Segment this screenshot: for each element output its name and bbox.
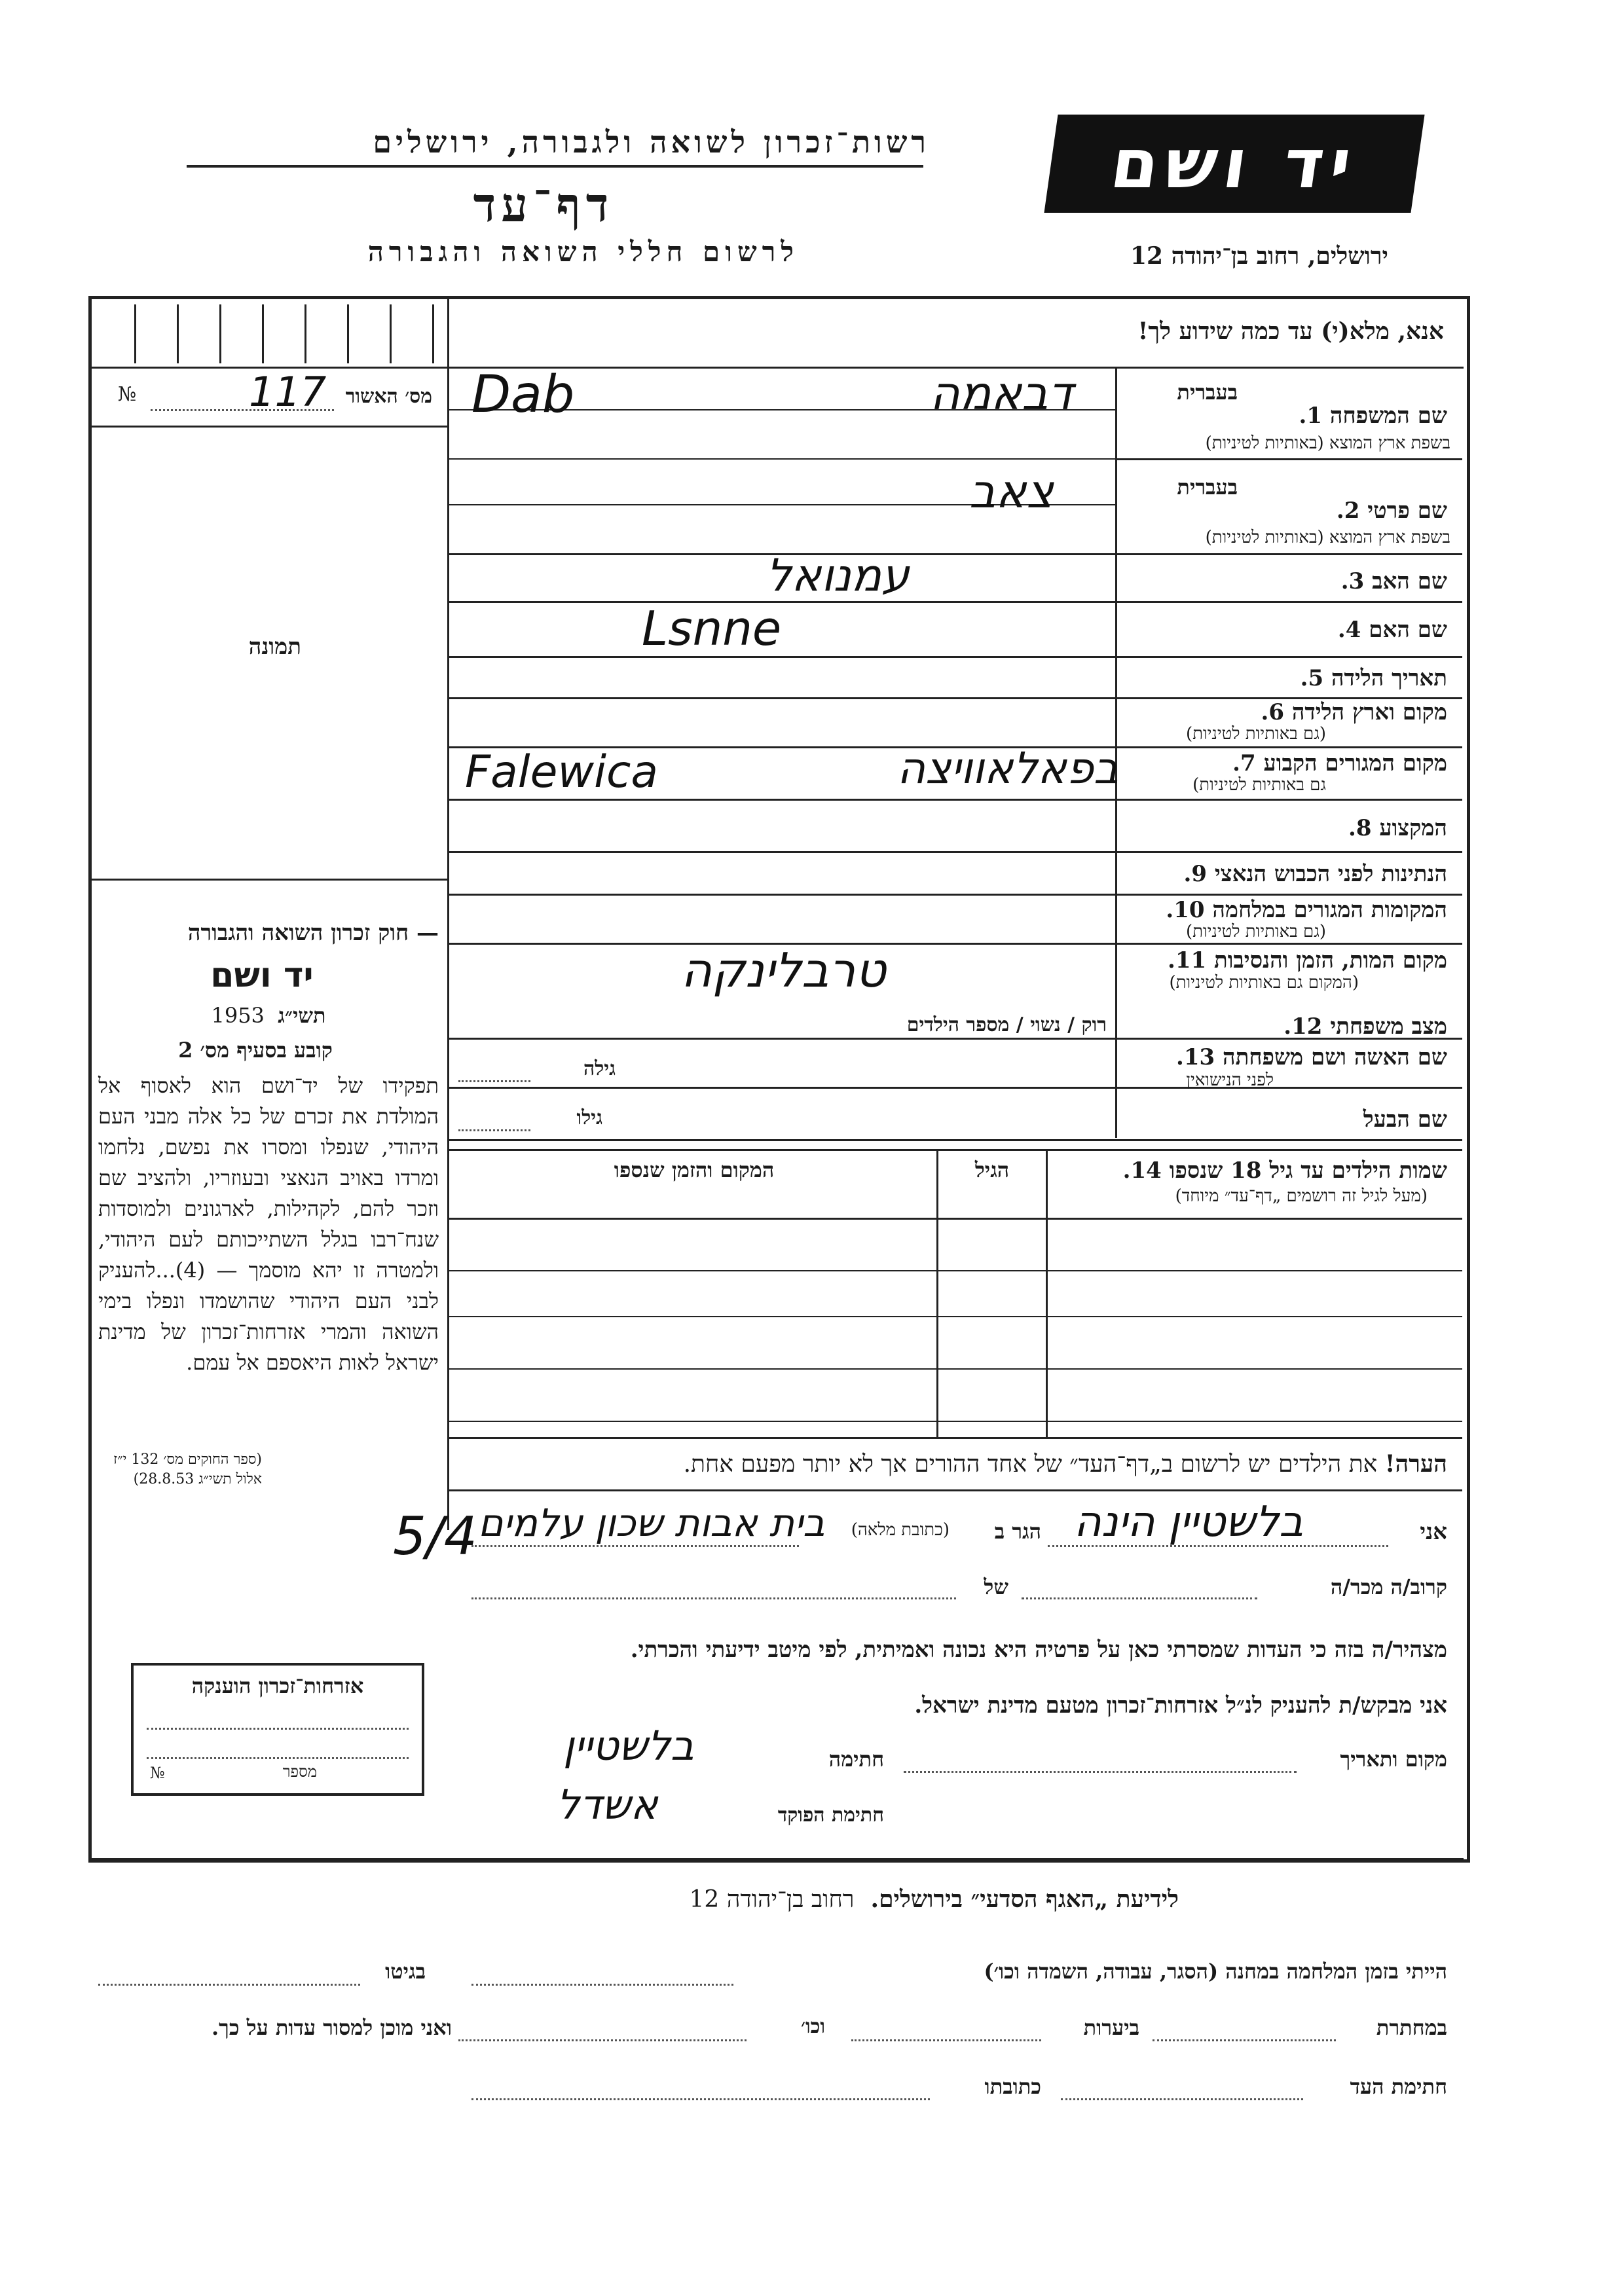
law-citation: (ספר החוקים מס׳ 132 י״ז אלול תשי״ג 28.8.53) [113, 1451, 262, 1487]
left-column-divider [447, 299, 449, 1530]
form-subtitle: לרשום חללי השואה והגבורה [367, 236, 799, 268]
field-1-sub: בשפת ארץ המוצא (באותיות לטיניות) [1205, 433, 1450, 453]
law-logo: יד ושם [210, 956, 314, 995]
field-1-hebrew-value: דבאמה [930, 367, 1073, 420]
decl-place-date-dots [904, 1771, 1297, 1773]
row-sep [449, 943, 1462, 945]
decl-officer-value: אשדל [557, 1781, 658, 1829]
footer-ghetto: בגיטו [385, 1959, 426, 1984]
field-5-label: תאריך הלידה 5. [1300, 665, 1447, 691]
footer-etc-dots [458, 2039, 747, 2041]
law-body: תפקידו של יד־ושם הוא לאסוף אל המולדת את זכרם של כל אלה מבני העם היהודי, שנפלו ומסרו את נפשם, נלחמו ומרדו באויב הנאצי ובעוזריו, ולהציב שם וזכר להם, לקהילות, לארגונים ולמוסדות שנח־רבו בגלל השתייכותם לעם היהודי, ולמטרה זו יהא מוסמך — (4)...להעניק לבני העם היהודי שהושמדו ונפלו בימי השואה והמרי אזרחות־זכרון של מדינת ישראל לאות היאספם אל עמם. [98, 1073, 439, 1375]
approval-label: מס׳ האשור [345, 385, 432, 408]
note-text: את הילדים יש לרשום ב„דף־העד״ של אחד ההורים אך לא יותר מפעם אחת. [683, 1451, 1378, 1478]
field-1-latin-value: Dab [471, 365, 575, 424]
field-6-sub: (גם באותיות לטיניות) [1185, 724, 1326, 744]
note-rule [449, 1489, 1462, 1491]
wife-age-label: גילה [583, 1057, 616, 1080]
field-11-label: מקום המות, הזמן והנסיבות 11. [1167, 947, 1447, 974]
children-bottom-rule [449, 1437, 1462, 1439]
footer-top-rule [92, 1858, 1464, 1861]
field-13-sub: לפני הנישואין [1186, 1070, 1274, 1090]
footer-witness-sig: חתימת העד [1350, 2074, 1447, 2099]
row-sep [449, 601, 1462, 603]
field-11-sub: (המקום גם באותיות לטיניות) [1169, 973, 1359, 993]
row-sep [449, 656, 1462, 658]
decl-request: אני מבקש/ת להעניק לנ״ל אזרחות־זכרון מטעם מדינת ישראל. [914, 1692, 1447, 1719]
photo-bottom-rule [92, 879, 449, 881]
citizenship-box-number-sign: № [150, 1764, 165, 1782]
footer-line1: הייתי בזמן המלחמה במחנה (הסגר, עבודה, השמדה וכו׳) [984, 1959, 1447, 1984]
field-7-sub: גם באותיות לטיניות) [1192, 775, 1326, 795]
field-6-label: מקום וארץ הלידה 6. [1261, 699, 1447, 725]
children-row [449, 1270, 1462, 1271]
children-header-rule [449, 1218, 1462, 1220]
decl-address-value: בית אבות שכון עלמים [478, 1501, 825, 1545]
citizenship-box-number-label: מספר [282, 1762, 317, 1781]
field-9-label: הנתינות לפני הכבוש הנאצי 9. [1183, 861, 1447, 887]
children-top-rule [449, 1149, 1462, 1151]
citizenship-box [131, 1663, 424, 1796]
decl-of-dots [471, 1597, 956, 1599]
footer-line1-dots [471, 1984, 733, 1986]
children-col-age: הגיל [974, 1157, 1010, 1182]
row-sep [449, 799, 1462, 801]
law-clause: קובע בסעיף מס׳ 2 [178, 1038, 333, 1063]
children-label: שמות הילדים עד גיל 18 שנספו 14. [1122, 1157, 1447, 1184]
wife-age-dots [458, 1080, 530, 1082]
row-sep [449, 1087, 1462, 1089]
decl-relative-label: קרוב/ה מכר/ה [1330, 1575, 1447, 1599]
decl-signature-label: חתימה [828, 1747, 884, 1772]
approval-number-value: 117 [249, 368, 327, 416]
footer-ghetto-dots [98, 1984, 360, 1986]
decl-address-note: (כתובת מלאה) [851, 1520, 950, 1540]
footer-his-address-dots [471, 2098, 930, 2100]
children-col-divider [936, 1149, 938, 1437]
row-sep [1115, 458, 1462, 460]
approval-number-sign: № [118, 383, 137, 406]
office-boxes [111, 304, 445, 367]
row-sep [449, 1139, 1462, 1141]
footer-forests-dots [851, 2039, 1041, 2041]
husband-label: שם הבעל [1363, 1106, 1447, 1133]
footer-heading: לידיעת „האגף הסדעי״ בירושלים. רחוב בן־יהודה 12 [689, 1886, 1179, 1913]
row-sep [449, 851, 1462, 853]
note-label: הערה! [1384, 1450, 1447, 1478]
field-7-hebrew-value: בפאלאוויצה [897, 743, 1119, 793]
note [458, 1450, 1447, 1478]
decl-address-dots [471, 1545, 799, 1547]
field-8-label: המקצוע 8. [1348, 815, 1447, 841]
decl-i-label: אני [1420, 1519, 1447, 1545]
approval-rule [92, 426, 449, 428]
instructions: אנא, מלא(י) עד כמה שידוע לך! [1137, 318, 1444, 345]
footer-hiding-dots [1153, 2039, 1336, 2041]
decl-relative-dots [1022, 1597, 1257, 1599]
field-1-heb-tag: בעברית [1177, 380, 1238, 405]
children-row [449, 1368, 1462, 1370]
field-4-label: שם האם 4. [1337, 617, 1447, 643]
field-2-sub: בשפת ארץ המוצא (באותיות לטיניות) [1205, 528, 1450, 547]
decl-signature-value: בלשטיין [563, 1722, 694, 1770]
decl-of-label: של [984, 1575, 1008, 1599]
footer-ready: ואני מוכן למסור עדות על כך. [211, 2015, 452, 2040]
form-title: דף־עד [473, 177, 614, 232]
field-13-label: שם האשה ושם משפחתה 13. [1176, 1044, 1447, 1070]
field-7-latin-value: Falewica [465, 746, 659, 798]
children-row [449, 1316, 1462, 1317]
field-1-label: שם המשפחה 1. [1299, 403, 1447, 429]
children-row [449, 1421, 1462, 1422]
law-title: — חוק זכרון השואה והגבורה [187, 920, 439, 946]
footer-hiding: במחתרת [1376, 2015, 1447, 2040]
field-10-label: המקומות המגורים במלחמה 10. [1166, 897, 1447, 923]
field-7-label: מקום המגורים הקבוע 7. [1232, 750, 1447, 776]
field-11-value: טרבלינקה [681, 943, 886, 998]
field-12-label: מצב משפחתי 12. [1283, 1013, 1447, 1040]
decl-date-scrawl: 5/4 [393, 1506, 477, 1567]
row-sep [449, 894, 1462, 896]
row-sep [449, 458, 1115, 460]
field-2-hebrew-value: צאב [969, 465, 1054, 519]
husband-age-dots [458, 1129, 530, 1131]
decl-i-value: בלשטיין הינה [1074, 1498, 1304, 1546]
field-3-value: עמנואל [766, 550, 910, 602]
footer-forests: ביערות [1083, 2015, 1139, 2040]
children-sub: (מעל לגיל זה רושמים „דף־עד״ מיוחד) [1175, 1186, 1428, 1206]
field-10-sub: (גם באותיות לטיניות) [1185, 922, 1326, 941]
header-address: ירושלים, רחוב בן־יהודה 12 [1130, 242, 1388, 270]
children-col-place: המקום והזמן שנספו [614, 1157, 775, 1182]
footer-etc: וכו׳ [801, 2015, 825, 2038]
decl-resides-label: הגר ב [994, 1519, 1041, 1544]
footer-witness-sig-dots [1061, 2098, 1303, 2100]
photo-label: תמונה [248, 634, 301, 660]
authority-underline [187, 165, 923, 168]
citizenship-box-title: אזרחות־זכרון הוענקה [191, 1673, 364, 1698]
row-sep [449, 553, 1462, 555]
field-2-heb-tag: בעברית [1177, 475, 1238, 500]
yad-vashem-logo: יד ושם [1044, 115, 1424, 213]
law-year: 1953 תשי״ג [211, 1003, 326, 1028]
field-2-label: שם פרטי 2. [1336, 498, 1447, 524]
decl-place-date-label: מקום ותאריך [1340, 1747, 1447, 1772]
field-4-value: Lsnne [642, 601, 782, 656]
decl-officer-label: חתימת הפוקד [777, 1804, 884, 1827]
footer-his-address: כתובתו [984, 2074, 1041, 2099]
field-3-label: שם האב 3. [1340, 568, 1447, 594]
field-12-extra: רוק / נשוי / מספר הילדים [906, 1013, 1107, 1036]
decl-statement: מצהיר/ה בזה כי העדות שמסרתי כאן על פרטיה היא נכונה ואמיתית, לפי מיטב ידיעתי והכרתי. [630, 1637, 1447, 1663]
husband-age-label: גילו [576, 1106, 602, 1129]
authority-title: רשות־זכרון לשואה ולגבורה, ירושלים [373, 124, 930, 160]
